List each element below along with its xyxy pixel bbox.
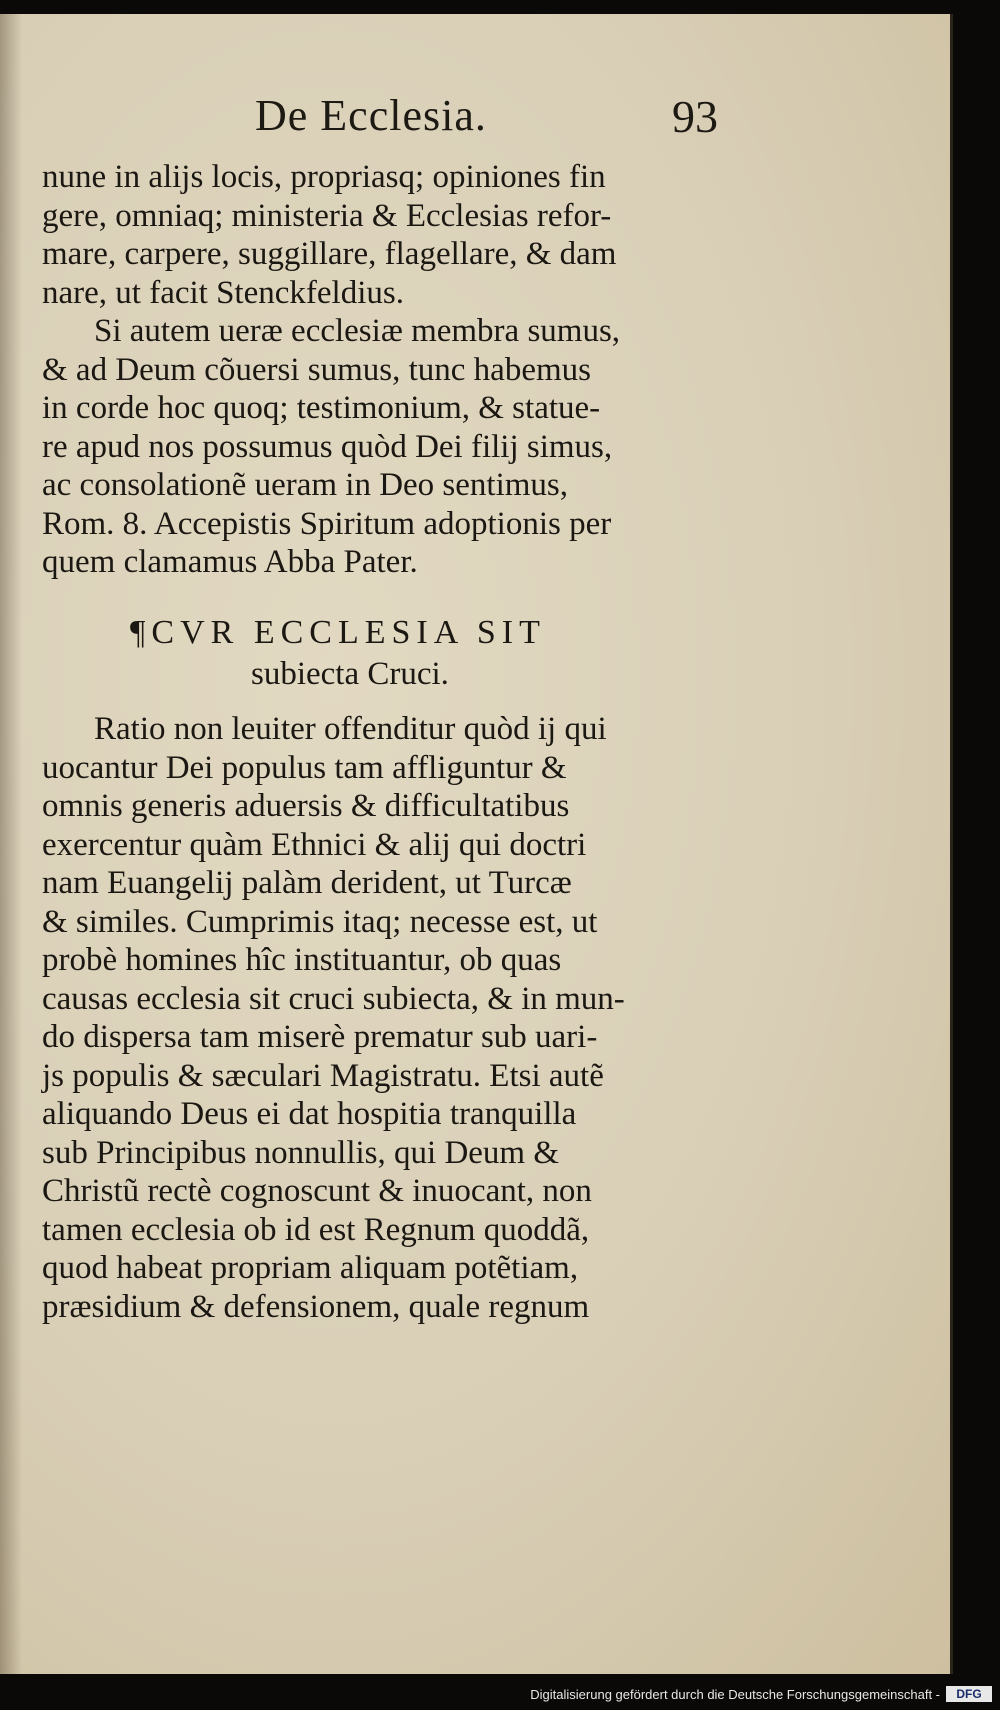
text-line: nare, ut facit Stenckfeldius. — [42, 274, 404, 311]
paragraph-2 — [42, 312, 722, 582]
text-line: Christũ rectè cognoscunt & inuocant, non — [42, 1173, 592, 1209]
paragraph-3 — [42, 710, 722, 1326]
running-head-title: De Ecclesia. — [255, 91, 487, 140]
digitization-credit: Digitalisierung gefördert durch die Deutsche Forschungsgemeinschaft - — [530, 1687, 940, 1702]
text-line: omnis generis aduersis & difficultatibus — [42, 788, 570, 824]
text-line: sub Principibus nonnullis, qui Deum & — [42, 1134, 560, 1171]
text-line: nune in alijs locis, propriasq; opiniones fin — [42, 159, 606, 195]
text-line: quem clamamus Abba Pater. — [42, 544, 418, 580]
text-line: probè homines hîc instituantur, ob quas — [42, 942, 562, 978]
text-line: præsidium & defensionem, quale regnum — [42, 1288, 590, 1325]
text-line: nam Euangelij palàm derident, ut Turcæ — [42, 865, 572, 901]
gutter-shadow — [0, 14, 22, 1674]
text-line: gere, omniaq; ministeria & Ecclesias refor- — [42, 197, 612, 234]
text-line: quod habeat propriam aliquam potẽtiam, — [42, 1250, 579, 1286]
text-line: Ratio non leuiter offenditur quòd ij qui — [94, 711, 607, 747]
text-line: exercentur quàm Ethnici & alij qui doctri — [42, 826, 587, 863]
running-head — [0, 90, 950, 140]
section-heading-line-2: subiecta Cruci. — [251, 656, 449, 692]
text-line: & similes. Cumprimis itaq; necesse est, ut — [42, 903, 598, 940]
text-line: causas ecclesia sit cruci subiecta, & in mun- — [42, 980, 625, 1017]
text-line: mare, carpere, suggillare, flagellare, & dam — [42, 236, 617, 272]
section-heading-line-1: ¶CVR ECCLESIA SIT — [130, 614, 546, 651]
text-line: aliquando Deus ei dat hospitia tranquilla — [42, 1096, 577, 1132]
paragraph-1 — [42, 158, 722, 312]
text-line: ac consolationẽ ueram in Deo sentimus, — [42, 467, 569, 503]
text-line: Si autem ueræ ecclesiæ membra sumus, — [94, 313, 621, 349]
text-line: in corde hoc quoq; testimonium, & statue- — [42, 390, 601, 426]
text-line: re apud nos possumus quòd Dei filij simus, — [42, 428, 613, 465]
text-line: & ad Deum cõuersi sumus, tunc habemus — [42, 351, 591, 388]
text-line: do dispersa tam miserè prematur sub uari- — [42, 1019, 598, 1055]
text-line: js populis & sæculari Magistratu. Etsi autẽ — [42, 1057, 604, 1094]
text-line: Rom. 8. Accepistis Spiritum adoptionis per — [42, 505, 612, 542]
dfg-logo: DFG — [946, 1686, 992, 1702]
text-line: tamen ecclesia ob id est Regnum quoddã, — [42, 1211, 590, 1248]
page-number: 93 — [672, 91, 718, 142]
text-line: uocantur Dei populus tam affliguntur & — [42, 749, 567, 786]
